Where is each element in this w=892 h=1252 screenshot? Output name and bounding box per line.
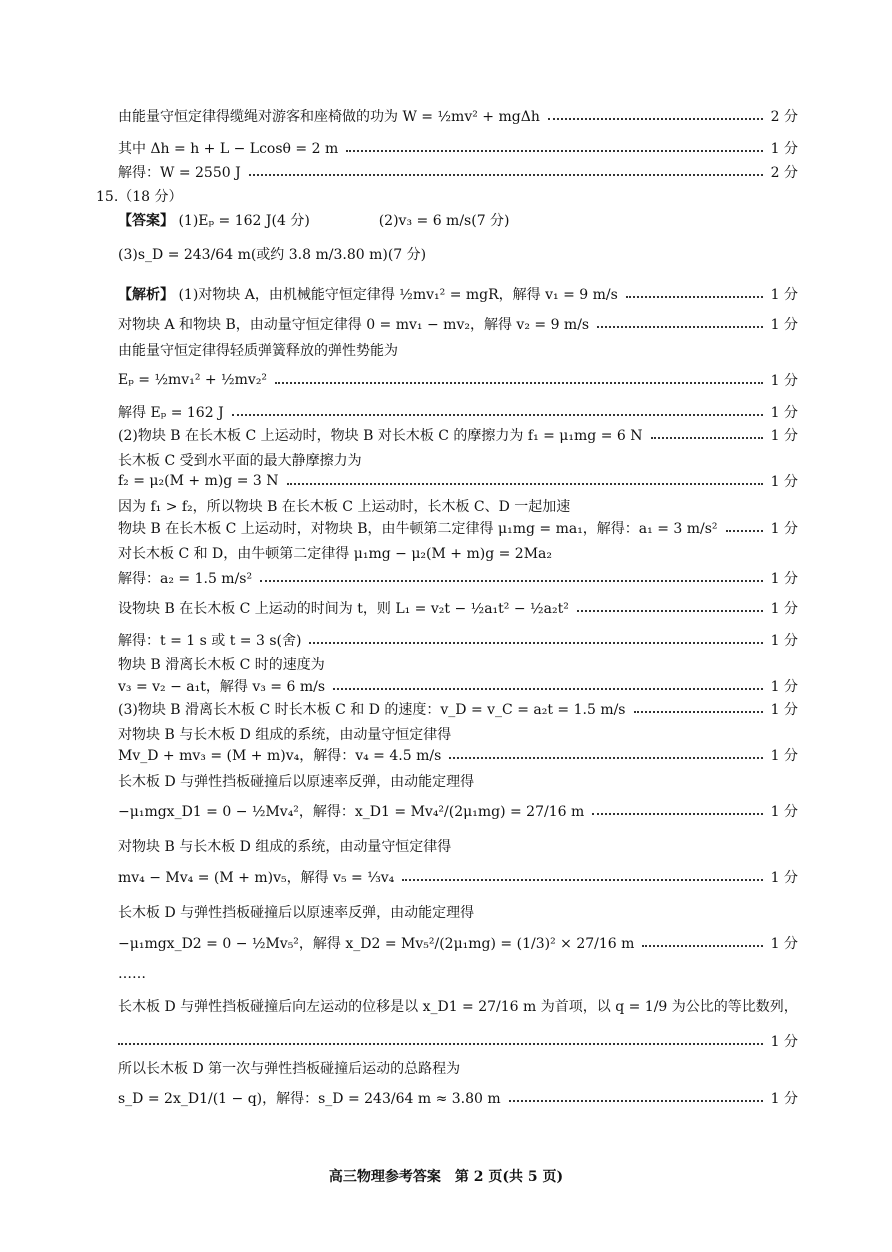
page-footer: 高三物理参考答案 第 2 页(共 5 页) [328, 1169, 564, 1185]
leader-dots [118, 1043, 763, 1045]
line-text: 解得：a₂ = 1.5 m/s² [118, 571, 253, 587]
leader-dots [577, 610, 763, 612]
leader-dots [634, 711, 763, 713]
score: 1 分 [770, 870, 798, 886]
score: 1 分 [770, 1034, 798, 1050]
answer-part-3: (3)s_D = 243/64 m(或约 3.8 m/3.80 m)(7 分) [118, 247, 427, 263]
line-text: Mv_D + mv₃ = (M + m)v₄，解得：v₄ = 4.5 m/s [118, 748, 442, 764]
line-text: mv₄ − Mv₄ = (M + m)v₅，解得 v₅ = ⅓v₄ [118, 870, 395, 886]
line-v1 [118, 280, 798, 308]
answer-label: 【答案】 [118, 213, 174, 229]
leader-dots [642, 945, 762, 947]
line-f2 [118, 467, 798, 495]
line-v5 [118, 863, 798, 891]
line-geometric-score [118, 1027, 798, 1055]
score: 2 分 [770, 165, 798, 181]
line-total-intro: 所以长木板 D 第一次与弹性挡板碰撞后运动的总路程为 [118, 1061, 461, 1077]
score: 1 分 [770, 601, 798, 617]
line-xd1 [118, 797, 798, 825]
line-work-result [118, 158, 798, 186]
line-rebound-intro-1: 长木板 D 与弹性挡板碰撞后以原速率反弹，由动能定理得 [118, 774, 475, 790]
line-text: 其中 Δh = h + L − Lcosθ = 2 m [118, 141, 339, 157]
score: 1 分 [770, 633, 798, 649]
answer-part-1: (1)Eₚ = 162 J(4 分) [178, 213, 310, 229]
line-f2-intro: 长木板 C 受到水平面的最大静摩擦力为 [118, 453, 362, 469]
leader-dots [449, 757, 762, 759]
leader-dots [249, 174, 763, 176]
score: 1 分 [770, 936, 798, 952]
leader-dots [275, 382, 763, 384]
answer-part-2: (2)v₃ = 6 m/s(7 分) [378, 213, 510, 229]
analysis-label: 【解析】 [118, 287, 174, 303]
line-text: −μ₁mgx_D2 = 0 − ½Mv₅²，解得 x_D2 = Mv₅²/(2μ₁mg) = (1/3)² × 27/16 m [118, 936, 635, 952]
leader-dots [346, 150, 762, 152]
score: 1 分 [770, 702, 798, 718]
leader-dots [333, 688, 763, 690]
question-number: 15.（18 分） [96, 189, 183, 205]
leader-dots [626, 296, 763, 298]
line-v3-intro: 物块 B 滑离长木板 C 时的速度为 [118, 657, 325, 673]
answer-summary-row [118, 210, 510, 230]
line-f1-gt-f2: 因为 f₁ > f₂，所以物块 B 在长木板 C 上运动时，长木板 C、D 一起加速 [118, 499, 571, 515]
leader-dots [509, 1100, 763, 1102]
score: 1 分 [770, 287, 798, 303]
line-a1 [118, 514, 798, 542]
line-text: Eₚ = ½mv₁² + ½mv₂² [118, 372, 268, 388]
line-xd2 [118, 929, 798, 957]
leader-dots [597, 326, 763, 328]
leader-dots [287, 483, 763, 485]
leader-dots [309, 642, 762, 644]
leader-dots [726, 530, 763, 532]
line-v4 [118, 741, 798, 769]
line-time-eq [118, 594, 798, 622]
line-text: 由能量守恒定律得缆绳对游客和座椅做的功为 W = ½mv² + mgΔh [118, 109, 540, 125]
score: 1 分 [770, 474, 798, 490]
line-text: −μ₁mgx_D1 = 0 − ½Mv₄²，解得：x_D1 = Mv₄²/(2μ₁mg) = 27/16 m [118, 804, 585, 820]
score: 1 分 [770, 804, 798, 820]
line-text: s_D = 2x_D1/(1 − q)，解得：s_D = 243/64 m ≈ 3.80 m [118, 1091, 501, 1107]
leader-dots [402, 879, 762, 881]
line-rebound-intro-2: 长木板 D 与弹性挡板碰撞后以原速率反弹，由动能定理得 [118, 905, 475, 921]
line-energy-intro: 由能量守恒定律得轻质弹簧释放的弹性势能为 [118, 343, 398, 359]
score: 1 分 [770, 571, 798, 587]
score: 1 分 [770, 748, 798, 764]
line-momentum-intro-1: 对物块 B 与长木板 D 组成的系统，由动量守恒定律得 [118, 727, 452, 743]
line-v2 [118, 310, 798, 338]
line-text: 设物块 B 在长木板 C 上运动的时间为 t，则 L₁ = v₂t − ½a₁t² − ½a₂t² [118, 601, 569, 617]
line-total-distance [118, 1084, 798, 1112]
line-ep-formula [118, 366, 798, 394]
line-text: 解得：t = 1 s 或 t = 3 s(舍) [118, 633, 302, 649]
leader-dots [592, 813, 762, 815]
line-momentum-intro-2: 对物块 B 与长木板 D 组成的系统，由动量守恒定律得 [118, 839, 452, 855]
score: 1 分 [770, 373, 798, 389]
line-ellipsis: …… [118, 966, 146, 982]
line-vd [118, 695, 798, 723]
score: 1 分 [770, 405, 798, 421]
line-a2-intro: 对长木板 C 和 D，由牛顿第二定律得 μ₁mg − μ₂(M + m)g = 2Ma₂ [118, 546, 552, 562]
leader-dots [548, 118, 763, 120]
line-text: 解得 Eₚ = 162 J [118, 405, 224, 421]
line-work-formula [118, 102, 798, 130]
line-a2 [118, 564, 798, 592]
score: 1 分 [770, 679, 798, 695]
score: 1 分 [770, 1091, 798, 1107]
line-time-result [118, 626, 798, 654]
line-text: v₃ = v₂ − a₁t，解得 v₃ = 6 m/s [118, 679, 326, 695]
line-text: (3)物块 B 滑离长木板 C 时长木板 C 和 D 的速度：v_D = v_C = a₂t = 1.5 m/s [118, 702, 626, 718]
score: 1 分 [770, 428, 798, 444]
score: 1 分 [770, 141, 798, 157]
line-text: (2)物块 B 在长木板 C 上运动时，物块 B 对长木板 C 的摩擦力为 f₁ = μ₁mg = 6 N [118, 428, 643, 444]
line-text: 对物块 A 和物块 B，由动量守恒定律得 0 = mv₁ − mv₂，解得 v₂ = 9 m/s [118, 317, 590, 333]
line-text: f₂ = μ₂(M + m)g = 3 N [118, 473, 279, 489]
analysis-text: (1)对物块 A，由机械能守恒定律得 ½mv₁² = mgR，解得 v₁ = 9 m/s [178, 287, 618, 303]
leader-dots [260, 580, 763, 582]
score: 1 分 [770, 521, 798, 537]
line-text: 物块 B 在长木板 C 上运动时，对物块 B，由牛顿第二定律得 μ₁mg = ma₁，解得：a₁ = 3 m/s² [118, 521, 718, 537]
score: 2 分 [770, 109, 798, 125]
line-f1 [118, 421, 798, 449]
line-text [118, 284, 618, 304]
leader-dots [651, 437, 763, 439]
leader-dots [232, 414, 763, 416]
line-geometric-series: 长木板 D 与弹性挡板碰撞后向左运动的位移是以 x_D1 = 27/16 m 为首项，以 q = 1/9 为公比的等比数列， [118, 999, 798, 1015]
line-text: 解得：W = 2550 J [118, 165, 241, 181]
score: 1 分 [770, 317, 798, 333]
